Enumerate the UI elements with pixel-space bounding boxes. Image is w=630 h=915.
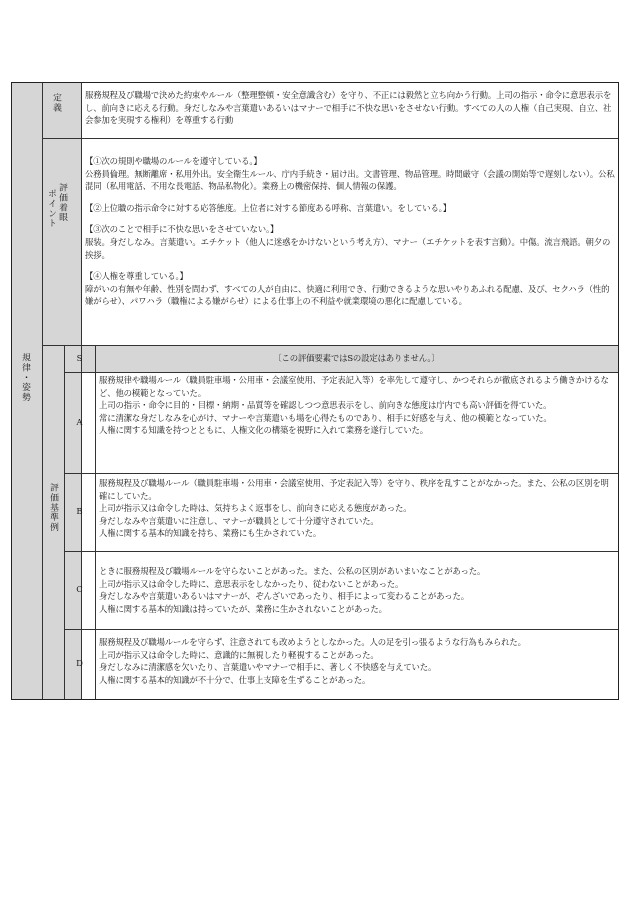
point-1-title: 【①次の規則や職場のルールを遵守している。】	[85, 156, 262, 166]
category-label: 規律・姿勢	[20, 353, 30, 402]
grade-c-line: ときに服務規程及び職場ルールを守らないことがあった。また、公私の区別があいまいなことがあった。	[99, 566, 486, 576]
point-3-title: 【③次のことで相手に不快な思いをさせていない。】	[85, 224, 279, 235]
points-label-col1: 評価着眼	[57, 183, 67, 223]
grade-d-label: D	[76, 659, 83, 669]
grade-b-text	[99, 477, 615, 540]
grade-d-line: 服務規程及び職場ルールを守らず、注意されても改めようとしなかった。人の足を引っ張るような行為もみられた。	[99, 637, 526, 647]
grade-c-text	[99, 565, 615, 615]
grade-d-line: 身だしなみに清潔感を欠いたり、言葉遣いやマナーで相手に、著しく不快感を与えていた。	[99, 662, 437, 673]
grade-a-line: 服務規律や職場ルール（職員駐車場・公用車・会議室使用、予定表記入等）を率先して遵守し、かつそれらが徹底されるよう働きかけるなど、他の模範となっていた。	[99, 375, 609, 398]
grade-a-text	[99, 374, 615, 437]
grade-b-line: 身だしなみや言葉遣いに注意し、マナーが職員として十分遵守されていた。	[99, 515, 379, 526]
point-4-title: 【④人権を尊重している。】	[85, 271, 188, 282]
point-4-body: 障がいの有無や年齢、性別を問わず、すべての人が自由に、快適に利用でき、行動できるような思いやりあふれる配慮、及び、セクハラ（性的嫌がらせ）、パワハラ（職権による嫌がらせ）による仕事上の不利益や就業環境の悪化に配慮している。	[85, 283, 610, 307]
grade-s-text: 〔この評価要素ではSの設定はありません。〕	[273, 353, 440, 364]
grade-b-line: 服務規程及び職場ルール（職員駐車場・公用車・会議室使用、予定表記入等）を守り、秩序を乱すことがなかった。また、公私の区別を明確にしていた。	[99, 478, 609, 501]
definition-text: 服務規程及び職場で決めた約束やルール（整理整頓・安全意識含む）を守り、不正には毅然と立ち向かう行動。上司の指示・命令に意思表示をし、前向きに応える行動。身だしなみや言葉遣いあるいはマナーで相手に不快な思いをさせない行動。すべての人の人権（自己実現、自立、社会参加を実現する権利）を尊重する行動	[85, 90, 612, 126]
grade-a-line: 上司の指示・命令に目的・目標・納期・品質等を確認しつつ意思表示をし、前向きな態度は庁内でも高い評価を得ていた。	[99, 400, 552, 411]
evaluation-points	[85, 155, 615, 308]
grade-d-line: 人権に関する基本的知識が不十分で、仕事上支障を生ずることがあった。	[99, 674, 371, 685]
definition-label: 定義	[51, 93, 61, 113]
point-3-body: 服装。身だしなみ。言葉遣い。エチケット（他人に迷惑をかけないという考え方）、マナー（エチケットを表す言動）。中傷。流言飛語。朝夕の挨拶。	[85, 236, 611, 260]
grade-c-line: 身だしなみや言葉遣いあるいはマナーが、ぞんざいであったり、相手によって変わることがあった。	[99, 591, 469, 602]
grade-c-line: 上司が指示又は命令した時に、意思表示をしなかったり、従わないことがあった。	[99, 578, 404, 589]
criteria-label: 評価基準例	[48, 483, 58, 532]
grade-a-label: A	[76, 417, 83, 428]
grade-d-text	[99, 636, 615, 686]
point-1-body: 公務員倫理。無断離席・私用外出。安全衛生ルール、庁内手続き・届け出。文書管理、物品管理。時間厳守（会議の開始等で遅刻しない）。公私混同（私用電話、不用な長電話、物品私物化）。業務上の機密保持、個人情報の保護。	[85, 168, 615, 192]
grade-d-line: 上司が指示又は命令した時に、意識的に無視したり軽視することがあった。	[99, 649, 379, 660]
grade-b-line: 人権に関する基本的知識を持ち、業務にも生かされていた。	[99, 528, 322, 539]
grade-a-line: 人権に関する知識を持つとともに、人権文化の構築を視野に入れて業務を遂行していた。	[99, 425, 428, 436]
grade-b-label: B	[76, 507, 83, 517]
grade-a-line: 常に清潔な身だしなみを心がけ、マナーや言葉遣いも場を心得たものであり、相手に好感を与え、他の模範となっていた。	[99, 412, 552, 423]
grade-b-line: 上司が指示又は命令した時は、気持ちよく返事をし、前向きに応える態度があった。	[99, 503, 412, 514]
evaluation-table	[11, 82, 619, 700]
grade-c-label: C	[76, 585, 83, 595]
point-2-title: 【②上位職の指示命令に対する応答態度。上位者に対する節度ある呼称、言葉遣い。をしている。】	[85, 202, 451, 213]
grade-s-label: S	[76, 353, 83, 364]
grade-c-line: 人権に関する基本的知識は持っていたが、業務に生かされないことがあった。	[99, 603, 387, 614]
points-label-col2: ポイント	[46, 189, 56, 229]
